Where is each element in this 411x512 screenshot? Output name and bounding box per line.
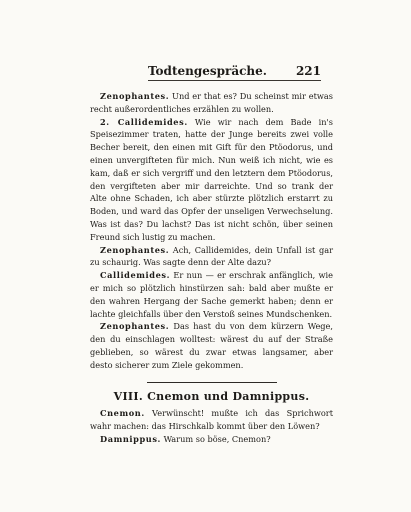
dialogue-text: Und er that es? Du scheinst mir etwas recht außerordentliches erzählen zu wollen. — [90, 91, 333, 114]
speaker-name: Zenophantes. — [100, 91, 170, 101]
page-body — [90, 90, 333, 446]
dialogue-paragraph — [90, 244, 333, 270]
dialogue-paragraph — [90, 116, 333, 244]
dialogue-paragraph — [90, 90, 333, 116]
dialogue-paragraph — [90, 433, 333, 446]
dialogue-paragraph — [90, 407, 333, 433]
speaker-name: Cnemon. — [100, 408, 145, 419]
dialogue-paragraph — [90, 269, 333, 320]
dialogue-text: Warum so böse, Cnemon? — [161, 433, 271, 444]
dialogue-text: Er nun — er erschrak anfänglich, wie er mich so plötzlich hinstürzen sah: bald aber mußte er den wahren Hergang der Sache gemerkt haben; denn er lachte gleichfalls über den Verstoß seines Mundschenken. — [90, 270, 333, 319]
running-header — [148, 64, 321, 81]
dialogue-paragraph — [90, 320, 333, 371]
dialogue-text: Verwünscht! mußte ich das Sprichwort wahr machen: das Hirschkalb kommt über den Löwen? — [90, 408, 333, 432]
dialogue-text: Wie wir nach dem Bade in's Speisezimmer traten, hatte der Junge bereits zwei volle Becher bereit, den einen mit Gift für den Ptöodorus, und einen unvergifteten für mich. Nun weiß ich nicht, wie es kam, daß er sich vergriff und den letztern dem Ptöodorus, den vergifteten aber mir darreichte. Und so trank der Alte ohne Schaden, ich aber stürzte plötzlich erstarrt zu Boden, und ward das Opfer der unseligen Verwechselung. Was ist das? Du lachst? Das ist nicht schön, über seinen Freund sich lustig zu machen. — [90, 116, 333, 242]
dialogue-text: Ach, Callidemides, dein Unfall ist gar zu schaurig. Was sagte denn der Alte dazu? — [90, 244, 333, 268]
speaker-name: Zenophantes. — [100, 244, 170, 255]
page-number: 221 — [295, 64, 321, 78]
section-divider — [147, 382, 277, 383]
dialogue-text: Das hast du von dem kürzern Wege, den du einschlagen wolltest: wärest du auf der Straße geblieben, so wärest du zwar etwas langsamer, aber desto sicherer zum Ziele gekommen. — [90, 321, 333, 370]
running-title: Todtengespräche. — [148, 64, 267, 78]
section-heading: VIII. Cnemon und Damnippus. — [113, 389, 310, 403]
speaker-name: Zenophantes. — [100, 321, 170, 332]
speaker-name: 2. Callidemides. — [100, 116, 188, 127]
speaker-name: Callidemides. — [100, 270, 171, 281]
speaker-name: Damnippus. — [100, 433, 161, 444]
